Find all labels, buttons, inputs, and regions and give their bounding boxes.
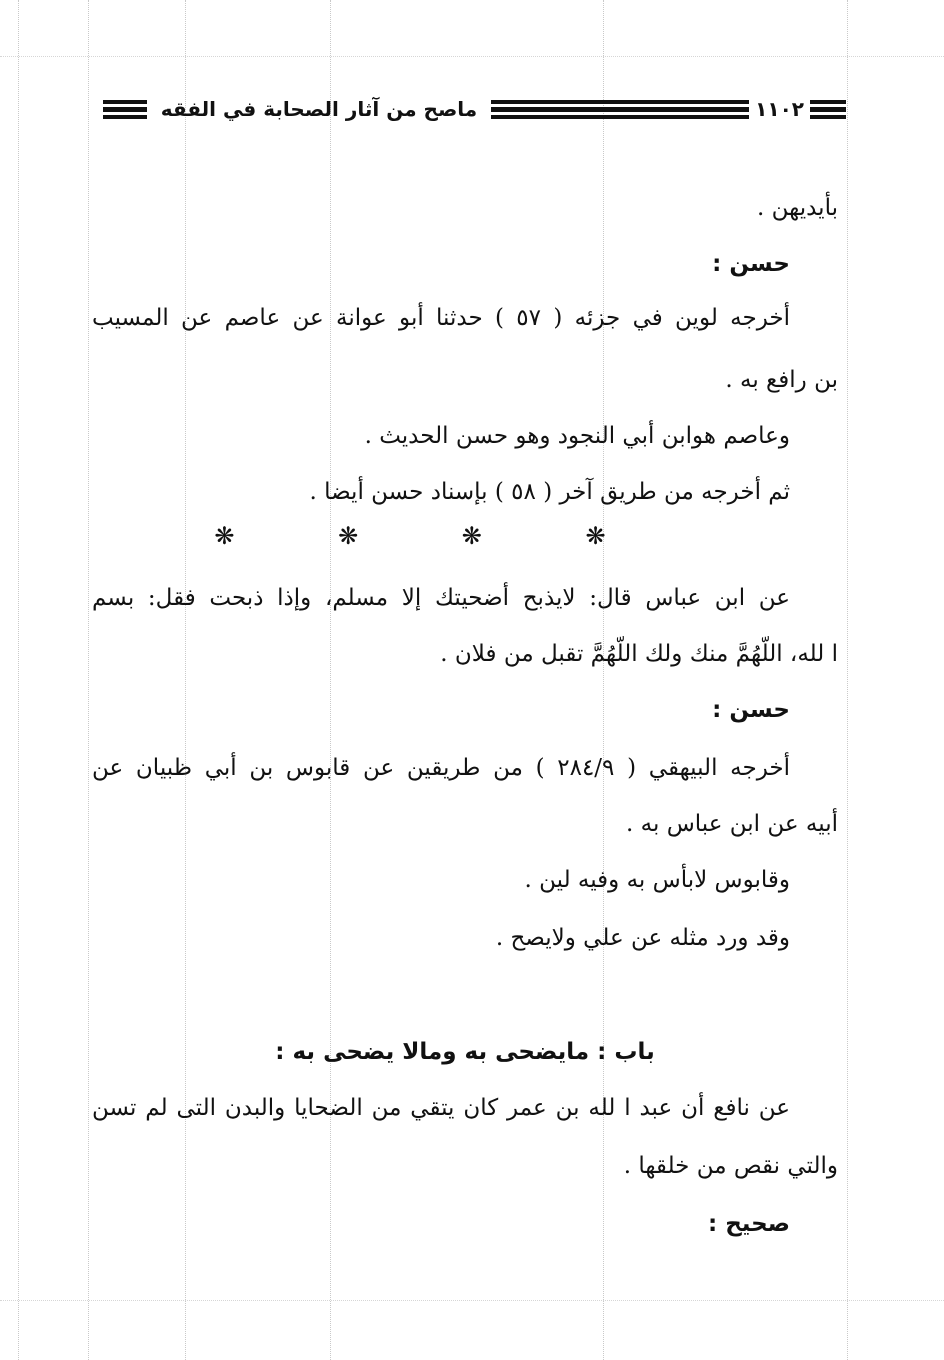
header-rule-right [810, 100, 846, 119]
scan-line [847, 0, 848, 1360]
text-line: بأيديهن . [756, 195, 838, 221]
text-line: وقد ورد مثله عن علي ولايصح . [495, 925, 790, 951]
text-line: عن نافع أن عبد ا لله بن عمر كان يتقي من الضحايا والبدن التى لم تسن [92, 1095, 790, 1121]
book-title: ماصح من آثار الصحابة في الفقه [160, 97, 478, 121]
text-line: وعاصم هوابن أبي النجود وهو حسن الحديث . [364, 423, 790, 449]
grade-heading: صحيح : [708, 1211, 790, 1237]
text-line: وقابوس لابأس به وفيه لين . [524, 867, 790, 893]
text-line: ا لله، اللّهُمَّ منك ولك اللّهُمَّ تقبل من فلان . [440, 641, 838, 667]
chapter-heading: باب : مايضحى به ومالا يضحى به : [275, 1039, 655, 1065]
scan-line [88, 0, 89, 1360]
page-header [84, 92, 846, 126]
text-line: ثم أخرجه من طريق آخر ( ٥٨ ) بإسناد حسن أيضا . [309, 479, 790, 505]
text-line: أخرجه لوين في جزئه ( ٥٧ ) حدثنا أبو عوانة عن عاصم عن المسيب [92, 305, 791, 331]
text-line: بن رافع به . [725, 367, 838, 393]
text-line: عن ابن عباس قال: لايذبح أضحيتك إلا مسلم، وإذا ذبحت فقل: بسم [92, 585, 790, 611]
scan-line [0, 1300, 944, 1301]
header-rule-middle [491, 100, 749, 119]
header-rule-left [103, 100, 147, 119]
text-line: أخرجه البيهقي ( ٢٨٤/٩ ) من طريقين عن قابوس بن أبي ظبيان عن [92, 755, 790, 781]
text-line: والتي نقص من خلقها . [623, 1153, 838, 1179]
text-line: أبيه عن ابن عباس به . [626, 811, 838, 837]
page-number: ١١٠٢ [755, 97, 804, 121]
scan-line [0, 56, 944, 57]
scan-line [18, 0, 19, 1360]
grade-heading: حسن : [712, 697, 790, 723]
grade-heading: حسن : [712, 251, 790, 277]
section-separator: ❋ ❋ ❋ ❋ [214, 522, 654, 550]
